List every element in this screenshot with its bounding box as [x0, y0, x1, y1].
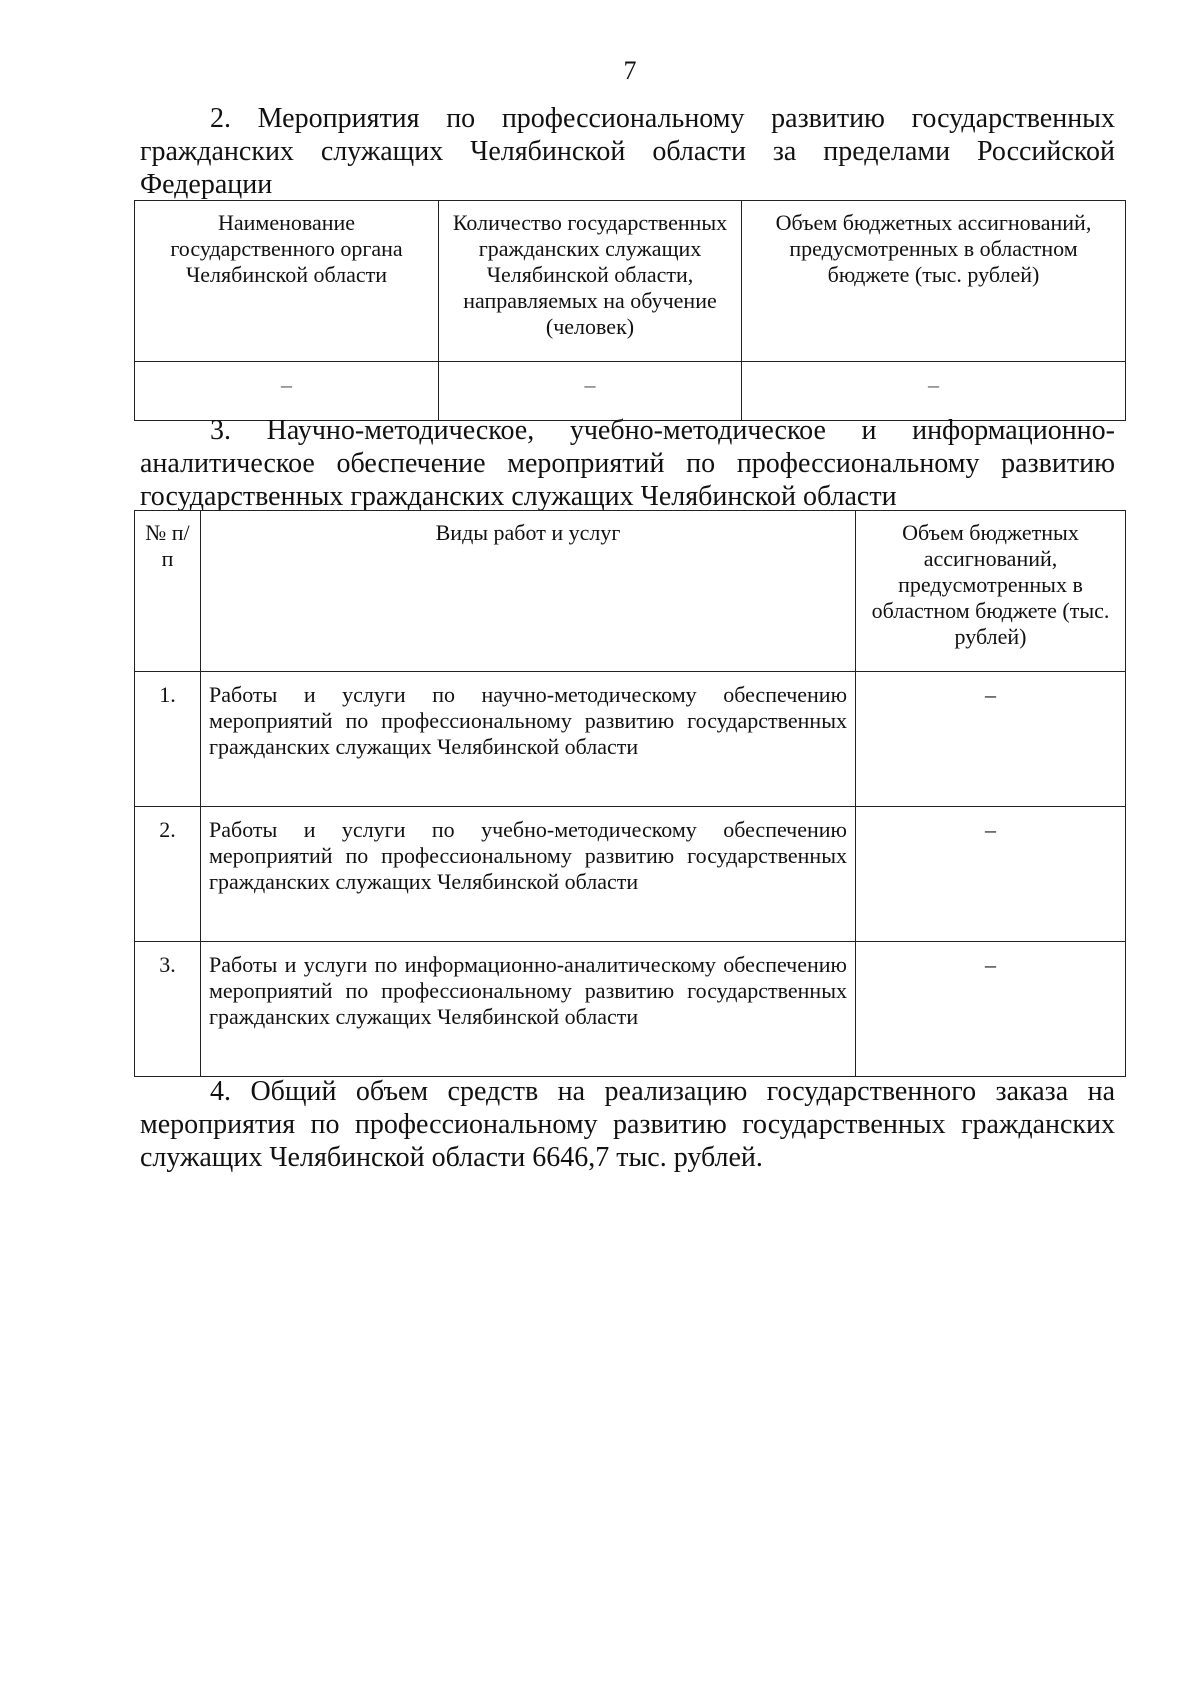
row-description: Работы и услуги по информационно-аналитическому обеспечению мероприятий по профессиональному развитию государственных гражданских служащих Челябинской области	[201, 942, 856, 1077]
table-abroad-training	[134, 200, 1126, 421]
section-4-total: 4. Общий объем средств на реализацию государственного заказа на мероприятия по профессиональному развитию государственных гражданских служащих Челябинской области 6646,7 тыс. рублей.	[140, 1076, 1115, 1173]
row-number: 1.	[135, 672, 201, 807]
header-number: № п/п	[135, 511, 201, 672]
table-row	[135, 362, 1126, 421]
table-row	[135, 672, 1126, 807]
table-methodical-support	[134, 510, 1126, 1077]
row-budget: –	[856, 942, 1126, 1077]
table-row	[135, 807, 1126, 942]
header-employee-count: Количество государственных гражданских служащих Челябинской области, направляемых на обучение (человек)	[439, 201, 742, 362]
row-budget: –	[856, 807, 1126, 942]
cell-budget: –	[742, 362, 1126, 421]
section-2-heading: 2. Мероприятия по профессиональному развитию государственных гражданских служащих Челябинской области за пределами Российской Федерации	[140, 103, 1115, 200]
row-number: 3.	[135, 942, 201, 1077]
table-row	[135, 942, 1126, 1077]
header-authority-name: Наименование государственного органа Челябинской области	[135, 201, 439, 362]
row-description: Работы и услуги по научно-методическому обеспечению мероприятий по профессиональному развитию государственных гражданских служащих Челябинской области	[201, 672, 856, 807]
cell-authority-name: –	[135, 362, 439, 421]
header-budget: Объем бюджетных ассигнований, предусмотренных в областном бюджете (тыс. рублей)	[742, 201, 1126, 362]
header-budget: Объем бюджетных ассигнований, предусмотренных в областном бюджете (тыс. рублей)	[856, 511, 1126, 672]
header-work-types: Виды работ и услуг	[201, 511, 856, 672]
table-header-row	[135, 201, 1126, 362]
row-number: 2.	[135, 807, 201, 942]
table-header-row	[135, 511, 1126, 672]
section-3-heading: 3. Научно-методическое, учебно-методическое и информационно-аналитическое обеспечение мероприятий по профессиональному развитию государственных гражданских служащих Челябинской области	[140, 415, 1115, 512]
row-description: Работы и услуги по учебно-методическому обеспечению мероприятий по профессиональному развитию государственных гражданских служащих Челябинской области	[201, 807, 856, 942]
page-number: 7	[623, 56, 637, 85]
cell-employee-count: –	[439, 362, 742, 421]
row-budget: –	[856, 672, 1126, 807]
